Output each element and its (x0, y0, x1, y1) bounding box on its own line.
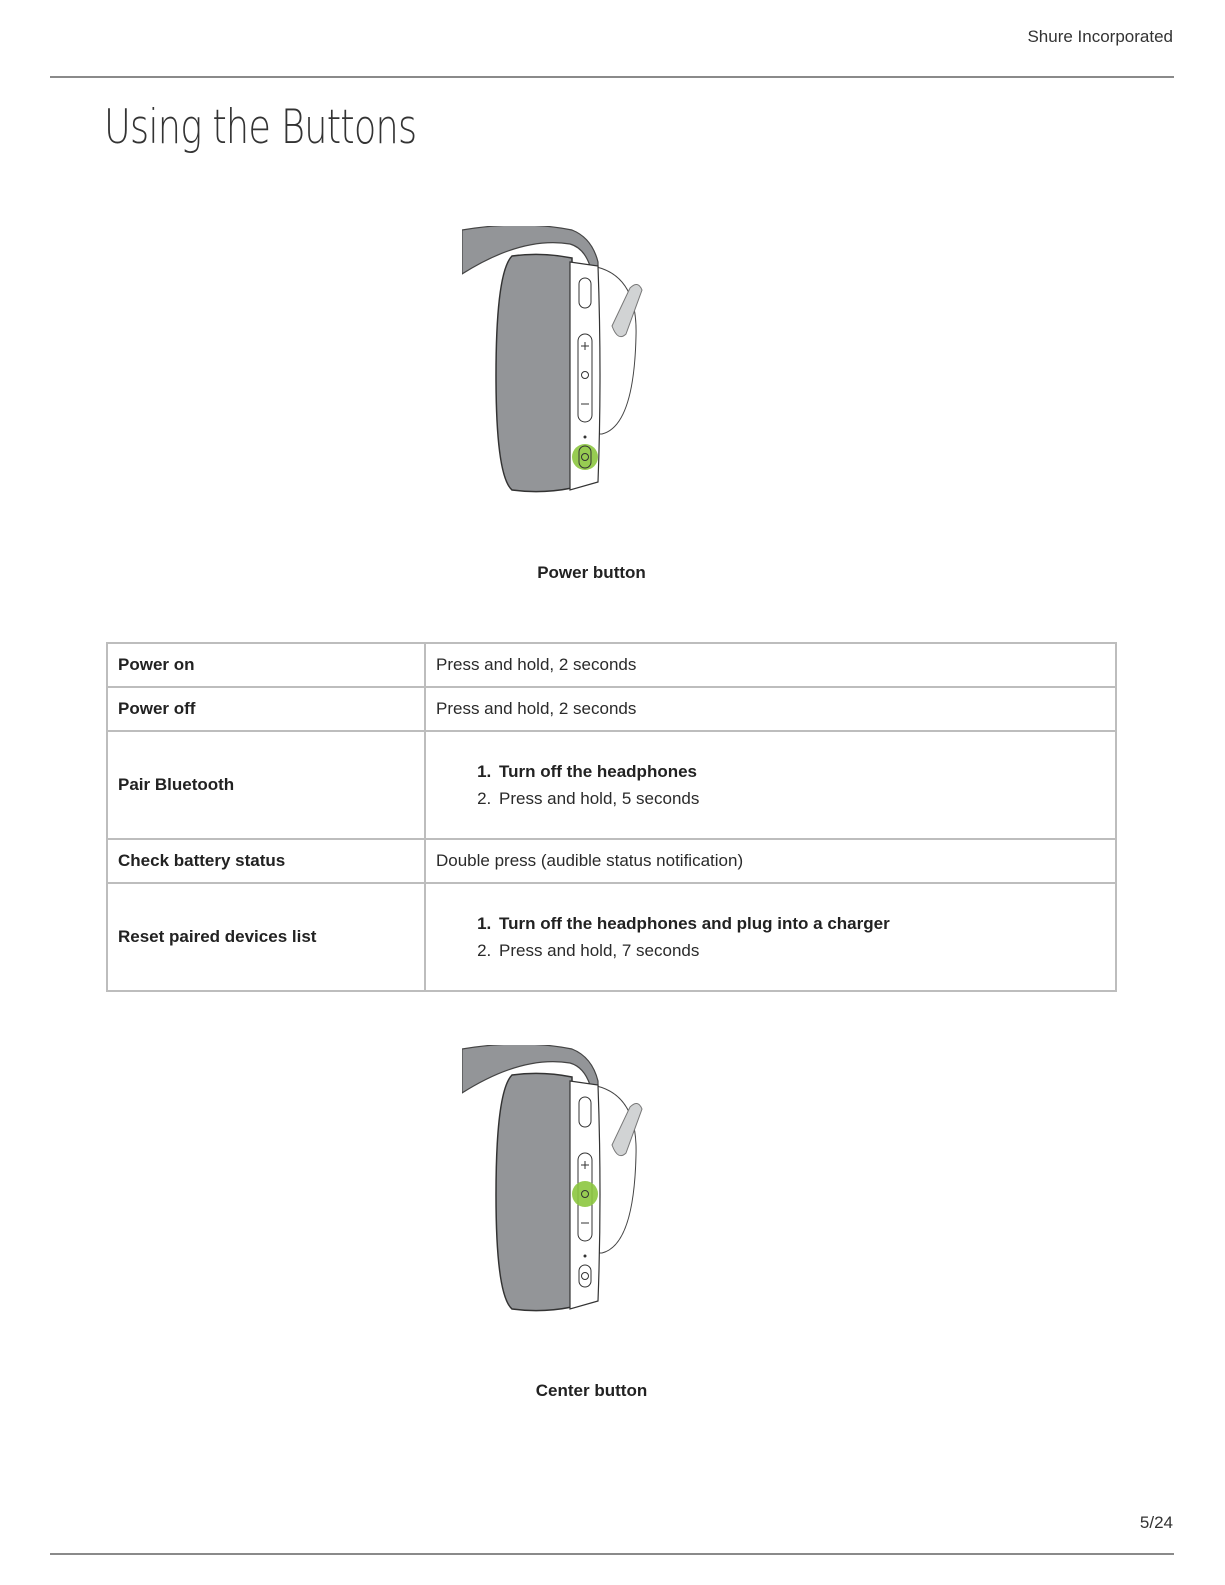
step-item: 1. Turn off the headphones (496, 758, 1105, 785)
figure-caption: Power button (537, 563, 646, 582)
button-functions-table (106, 642, 1117, 992)
function-label: Check battery status (107, 839, 425, 883)
footer-divider (50, 1553, 1174, 1555)
function-label: Pair Bluetooth (107, 731, 425, 839)
table-row (107, 731, 1116, 839)
step-item: 2. Press and hold, 5 seconds (496, 785, 1105, 812)
table-row (107, 883, 1116, 991)
headphone-illustration-center (462, 1045, 648, 1315)
table-row (107, 839, 1116, 883)
company-name: Shure Incorporated (1027, 27, 1173, 46)
function-description: Double press (audible status notification) (425, 839, 1116, 883)
table-row (107, 687, 1116, 731)
step-item: 1. Turn off the headphones and plug into a charger (496, 910, 1105, 937)
function-label: Power on (107, 643, 425, 687)
header-divider (50, 76, 1174, 78)
page-title: Using the Buttons (104, 100, 417, 155)
step-item: 2. Press and hold, 7 seconds (496, 937, 1105, 964)
figure-caption: Center button (535, 1381, 648, 1400)
function-label: Reset paired devices list (107, 883, 425, 991)
function-label: Power off (107, 687, 425, 731)
function-steps (425, 731, 1116, 839)
function-description: Press and hold, 2 seconds (425, 687, 1116, 731)
function-description: Press and hold, 2 seconds (425, 643, 1116, 687)
headphone-illustration-power (462, 226, 648, 496)
table-row (107, 643, 1116, 687)
function-steps (425, 883, 1116, 991)
page-number: 5/24 (1139, 1513, 1173, 1532)
